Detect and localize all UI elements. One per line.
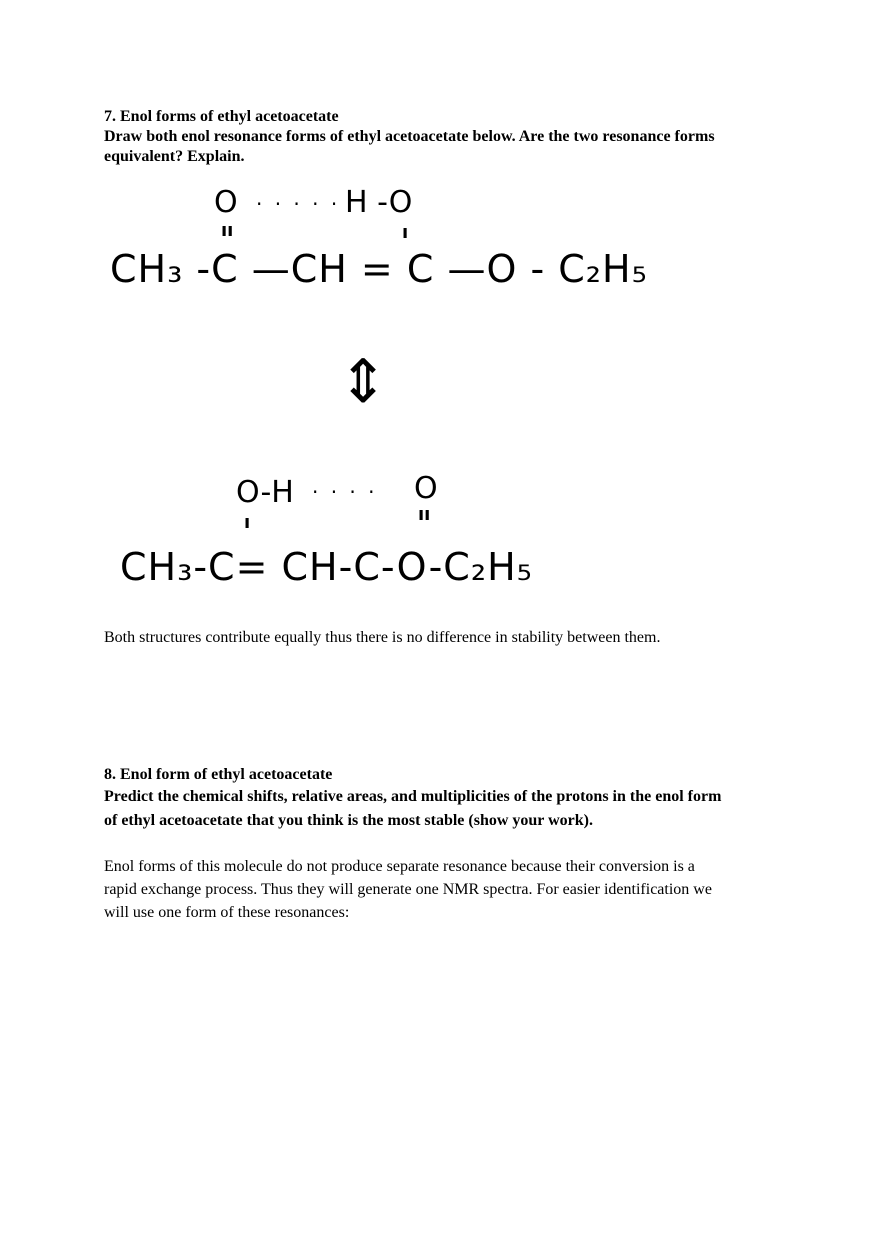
q8-prompt-line1: Predict the chemical shifts, relative areas, and multiplicities of the protons in the enol form [104, 788, 722, 805]
carbonyl-oxygen: O [214, 185, 238, 220]
q8-answer-line3: will use one form of these resonances: [104, 904, 350, 921]
single-bond-mark: ı [402, 222, 409, 243]
q7-prompt-line1: Draw both enol resonance forms of ethyl acetoacetate below. Are the two resonance forms [104, 128, 715, 145]
hydrogen-bond-dots: · · · · [312, 480, 378, 504]
q8-prompt-line2: of ethyl acetoacetate that you think is the most stable (show your work). [104, 812, 593, 829]
q7-title: 7. Enol forms of ethyl acetoacetate [104, 108, 339, 125]
q7-prompt-line2: equivalent? Explain. [104, 148, 245, 165]
resonance-arrow-icon: ⇕ [338, 347, 389, 417]
main-chain-formula: CH₃-C= CH-C-O-C₂H₅ [120, 545, 533, 589]
hydrogen-bond-dots: · · · · · [256, 192, 341, 216]
q7-answer: Both structures contribute equally thus there is no difference in stability between them. [104, 629, 661, 646]
double-bond-mark: ıı [221, 220, 234, 241]
carbonyl-oxygen: O [414, 471, 438, 506]
q8-title: 8. Enol form of ethyl acetoacetate [104, 766, 333, 783]
single-bond-mark: ı [244, 512, 251, 533]
double-bond-mark: ıı [418, 504, 431, 525]
q8-answer-line1: Enol forms of this molecule do not produce separate resonance because their conversion is a [104, 858, 695, 875]
hydroxyl-group: H -O [345, 185, 413, 220]
q8-answer-line2: rapid exchange process. Thus they will generate one NMR spectra. For easier identification we [104, 881, 712, 898]
hydroxyl-group: O-H [236, 475, 294, 510]
main-chain-formula: CH₃ -C —CH = C —O - C₂H₅ [110, 247, 648, 291]
